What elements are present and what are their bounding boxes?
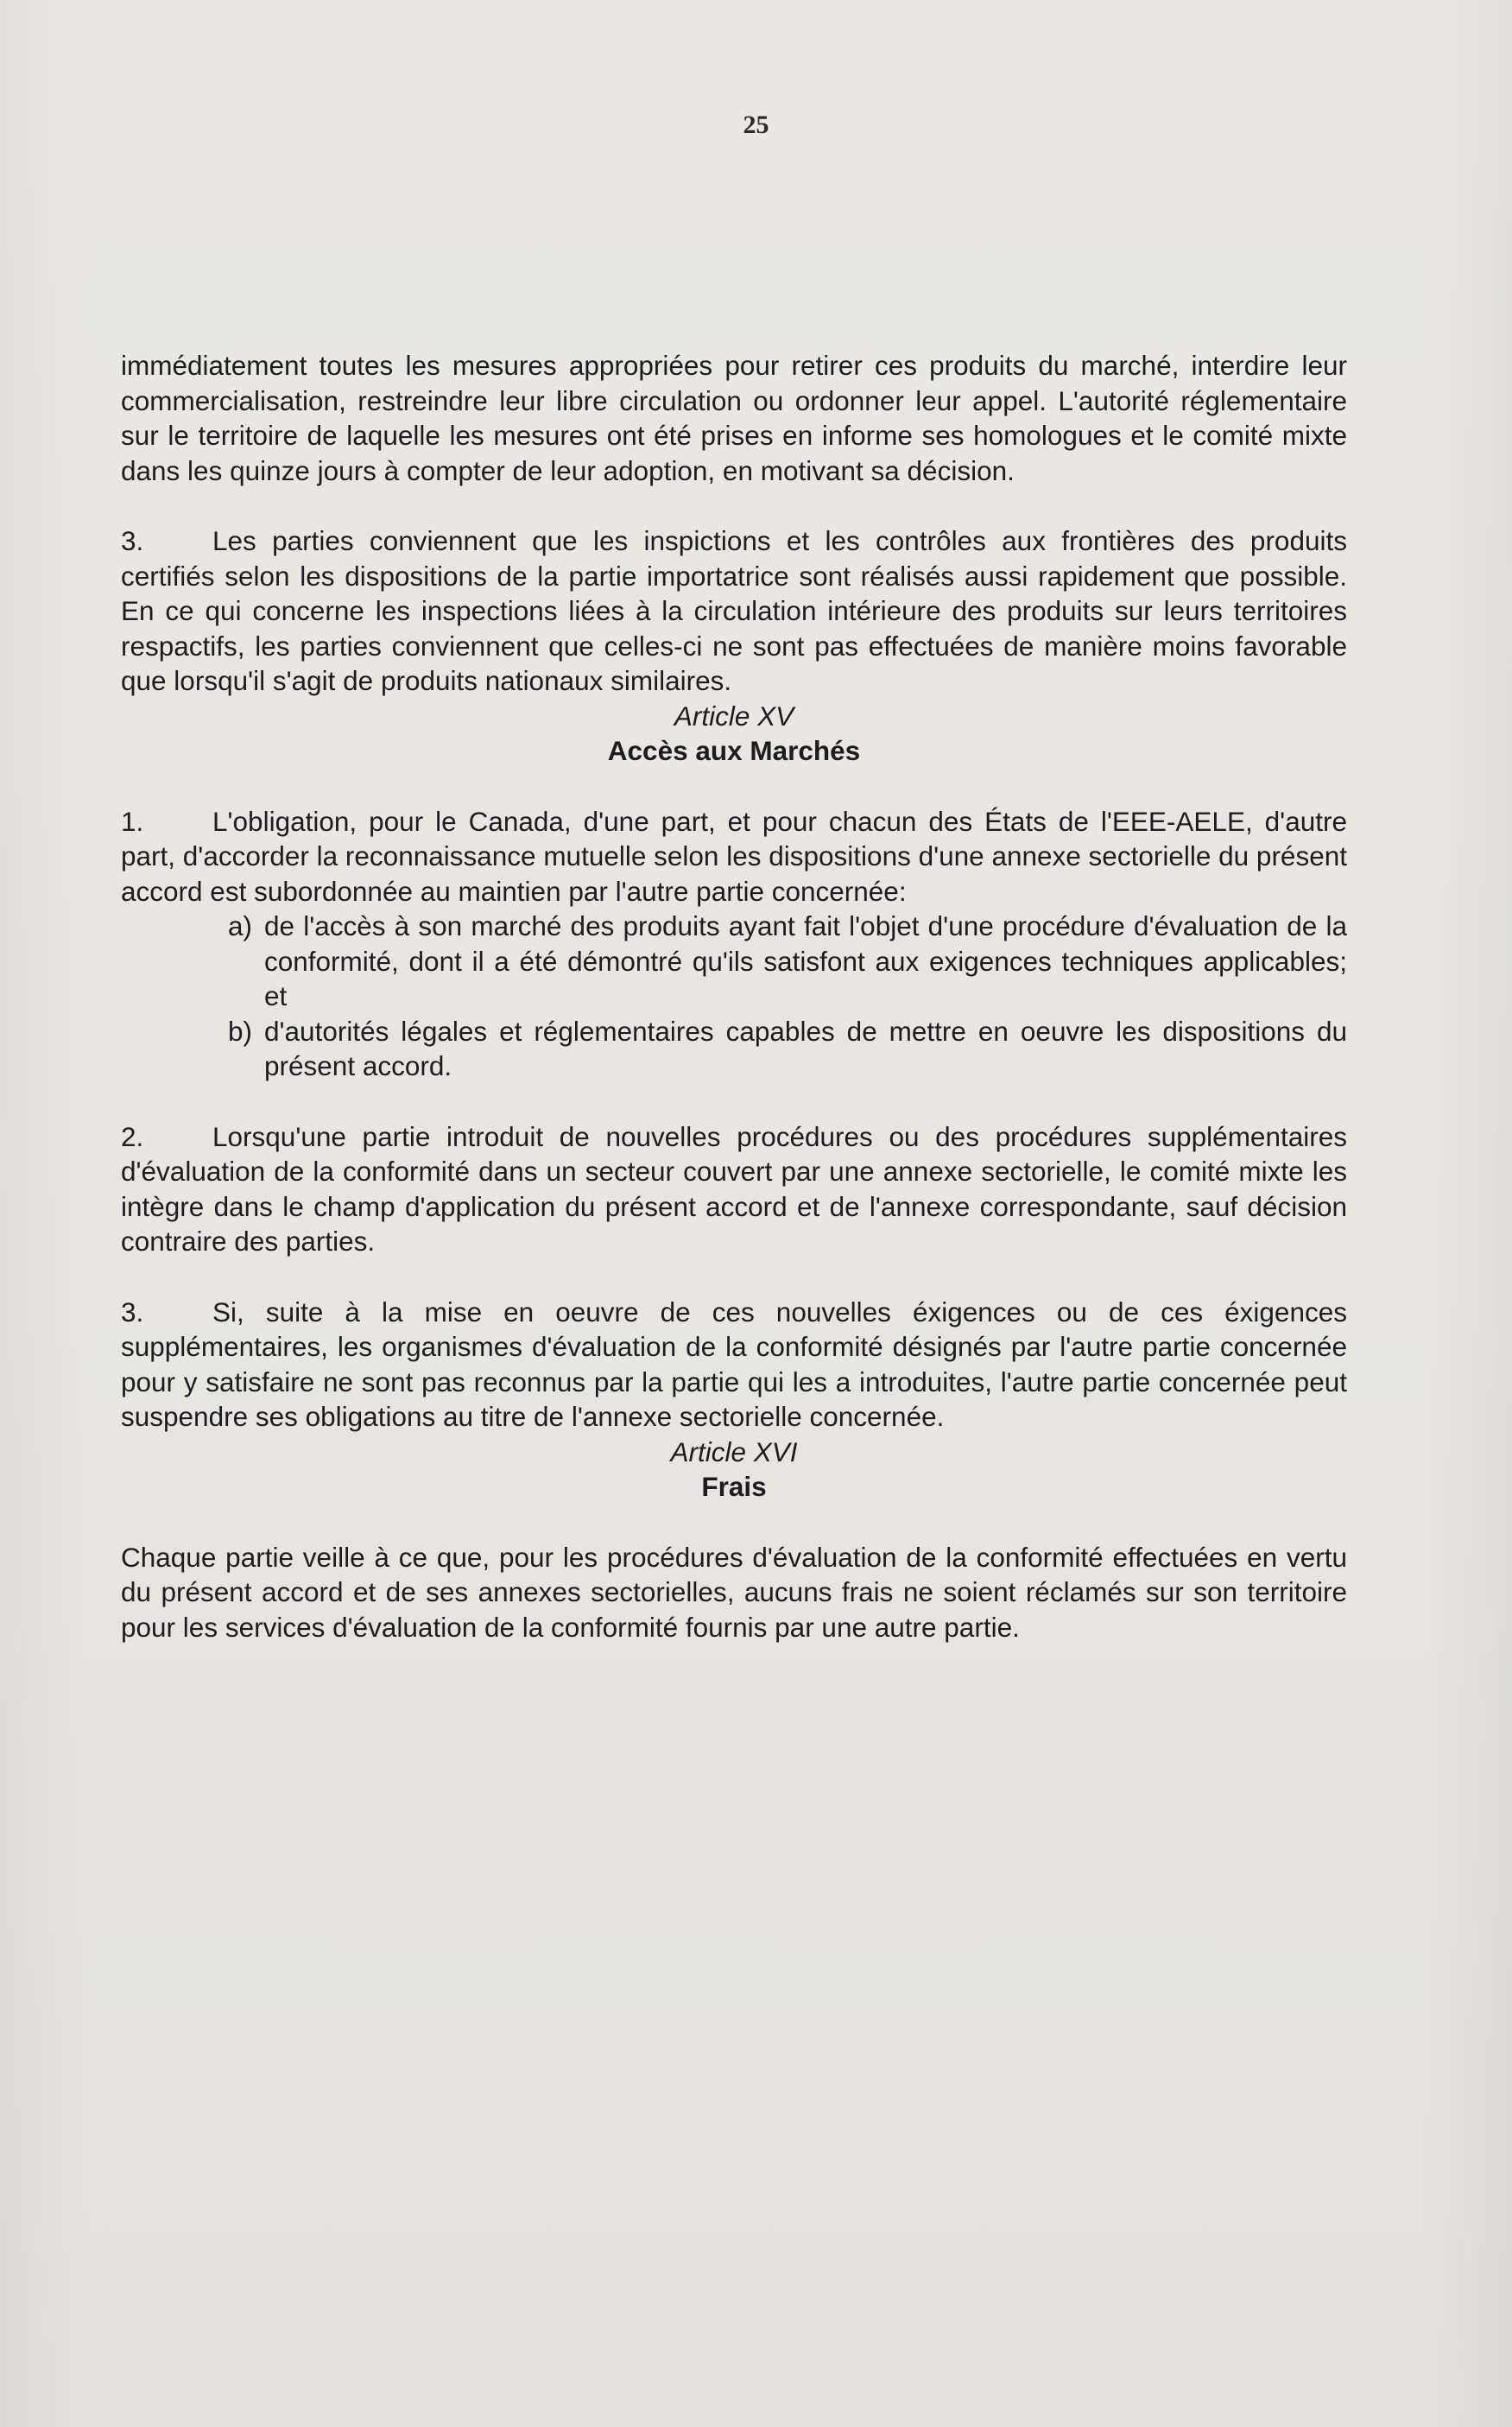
list-item-letter: b): [228, 1015, 253, 1047]
list-item-a: [121, 909, 1347, 1014]
article-xv-paragraph-1: [121, 804, 1347, 909]
paragraph-text: Les parties conviennent que les inspictions et les contrôles aux frontières des produits certifiés selon les dispositions de la partie importatrice sont réalisés aussi rapidement que possible. En ce qui concerne les inspections liées à la circulation intérieure des produits sur leurs territoires respactifs, les parties conviennent que celles-ci ne sont pas effectuées de manière moins favorable que lorsqu'il s'agit de produits nationaux similaires.: [121, 525, 1347, 696]
paragraph-number: 1.: [121, 805, 144, 837]
list-item-letter: a): [228, 910, 253, 941]
article-xvi-title: Frais: [701, 1471, 767, 1502]
paragraph-number: 2.: [121, 1120, 144, 1152]
paragraph-number: 3.: [121, 525, 144, 556]
document-body: [121, 348, 1347, 1644]
article-xv-heading: Article XV: [674, 700, 794, 732]
paragraph-text: Lorsqu'une partie introduit de nouvelles procédures ou des procédures supplémentaires d'évaluation de la conformité dans un secteur couvert par une annexe sectorielle, le comité mixte les intègre dans le champ d'application du présent accord et de l'annexe correspondante, sauf décision contraire des parties.: [121, 1120, 1347, 1257]
paragraph-3-previous-article: [121, 523, 1347, 699]
article-xv-paragraph-3: [121, 1295, 1347, 1435]
continuation-paragraph: immédiatement toutes les mesures appropriées pour retirer ces produits du marché, interdire leur commercialisation, restreindre leur libre circulation ou ordonner leur appel. L'autorité réglementaire sur le territoire de laquelle les mesures ont été prises en informe ses homologues et le comité mixte dans les quinze jours à compter de leur adoption, en motivant sa décision.: [121, 350, 1347, 486]
list-item-text: d'autorités légales et réglementaires capables de mettre en oeuvre les dispositions du présent accord.: [264, 1015, 1347, 1081]
paragraph-text: Si, suite à la mise en oeuvre de ces nouvelles éxigences ou de ces éxigences supplémentaires, les organismes d'évaluation de la conformité désignés par l'autre partie concernée pour y satisfaire ne sont pas reconnus par la partie qui les a introduites, l'autre partie concernée peut suspendre ses obligations au titre de l'annexe sectorielle concernée.: [121, 1296, 1347, 1432]
list-item-text: de l'accès à son marché des produits ayant fait l'objet d'une procédure d'évaluation de la conformité, dont il a été démontré qu'ils satisfont aux exigences techniques applicables; et: [264, 910, 1347, 1011]
article-xvi-heading: Article XVI: [670, 1435, 798, 1467]
paragraph-number: 3.: [121, 1296, 144, 1328]
article-xvi-paragraph: Chaque partie veille à ce que, pour les procédures d'évaluation de la conformité effectuées en vertu du présent accord et de ses annexes sectorielles, aucuns frais ne soient réclamés sur son territoire pour les services d'évaluation de la conformité fournis par une autre partie.: [121, 1541, 1347, 1643]
page-number: 25: [743, 111, 769, 139]
article-xv-paragraph-2: [121, 1119, 1347, 1259]
list-item-b: [121, 1014, 1347, 1084]
paragraph-text: L'obligation, pour le Canada, d'une part, et pour chacun des États de l'EEE-AELE, d'autre part, d'accorder la reconnaissance mutuelle selon les dispositions d'une annexe sectorielle du présent accord est subordonnée au maintien par l'autre partie concernée:: [121, 805, 1347, 907]
article-xv-title: Accès aux Marchés: [607, 735, 861, 766]
